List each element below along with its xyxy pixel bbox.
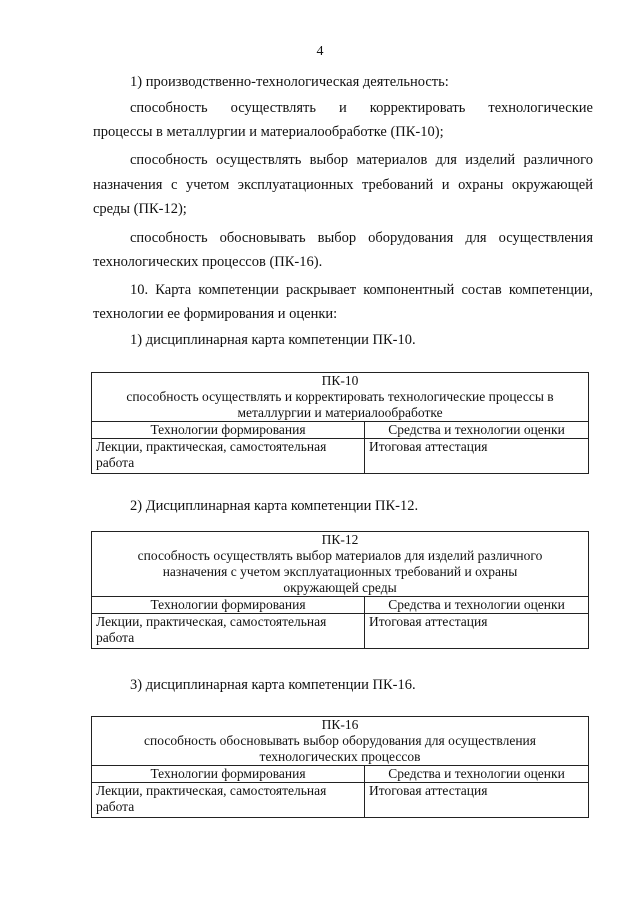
competency-pk12-line1: способность осуществлять выбор материалов для изделий различного <box>130 152 593 168</box>
assessment-tools-cell: Итоговая аттестация <box>365 783 589 818</box>
card-code: ПК-10 <box>321 373 359 388</box>
card-caption: 2) Дисциплинарная карта компетенции ПК-12. <box>130 498 419 514</box>
card-header <box>92 532 589 597</box>
column-header-formation: Технологии формирования <box>92 597 365 614</box>
card-caption: 3) дисциплинарная карта компетенции ПК-16. <box>130 677 416 693</box>
competency-card-pk16 <box>91 716 589 818</box>
card-header <box>92 373 589 422</box>
item10-line1: 10. Карта компетенции раскрывает компонентный состав компетенции, <box>130 282 593 298</box>
column-header-assessment: Средства и технологии оценки <box>365 766 589 783</box>
card-caption: 1) дисциплинарная карта компетенции ПК-10. <box>130 332 416 348</box>
competency-pk10-line1: способность осуществлять и корректировать технологические <box>130 100 593 116</box>
card-description-line: металлургии и материалообработке <box>237 405 443 420</box>
page-number: 4 <box>316 44 324 59</box>
card-description-line: назначения с учетом эксплуатационных требований и охраны <box>162 564 518 579</box>
item10-line2: технологии ее формирования и оценки: <box>93 306 338 322</box>
competency-card-pk10 <box>91 372 589 474</box>
column-header-formation: Технологии формирования <box>92 766 365 783</box>
competency-card-pk12 <box>91 531 589 649</box>
formation-technologies-cell: Лекции, практическая, самостоятельная работа <box>92 614 365 649</box>
competency-pk12-line2: назначения с учетом эксплуатационных требований и охраны окружающей <box>93 177 593 193</box>
column-header-assessment: Средства и технологии оценки <box>365 597 589 614</box>
column-header-formation: Технологии формирования <box>92 422 365 439</box>
card-description-line: технологических процессов <box>259 749 421 764</box>
card-code: ПК-16 <box>321 717 359 732</box>
competency-pk16-line1: способность обосновывать выбор оборудования для осуществления <box>130 230 593 246</box>
competency-pk16-line2: технологических процессов (ПК-16). <box>93 254 323 270</box>
formation-technologies-cell: Лекции, практическая, самостоятельная работа <box>92 783 365 818</box>
card-code: ПК-12 <box>321 532 359 547</box>
column-header-assessment: Средства и технологии оценки <box>365 422 589 439</box>
card-description-line: способность обосновывать выбор оборудования для осуществления <box>144 733 536 748</box>
card-description-line: окружающей среды <box>283 580 397 595</box>
card-description-line: способность осуществлять выбор материалов для изделий различного <box>137 548 543 563</box>
assessment-tools-cell: Итоговая аттестация <box>365 614 589 649</box>
competency-pk10-line2: процессы в металлургии и материалообработке (ПК-10); <box>93 124 444 140</box>
competency-pk12-line3: среды (ПК-12); <box>93 201 187 217</box>
assessment-tools-cell: Итоговая аттестация <box>365 439 589 474</box>
formation-technologies-cell: Лекции, практическая, самостоятельная работа <box>92 439 365 474</box>
card-description-line: способность осуществлять и корректировать технологические процессы в <box>126 389 554 404</box>
card-header <box>92 717 589 766</box>
intro-heading: 1) производственно-технологическая деятельность: <box>130 74 449 90</box>
